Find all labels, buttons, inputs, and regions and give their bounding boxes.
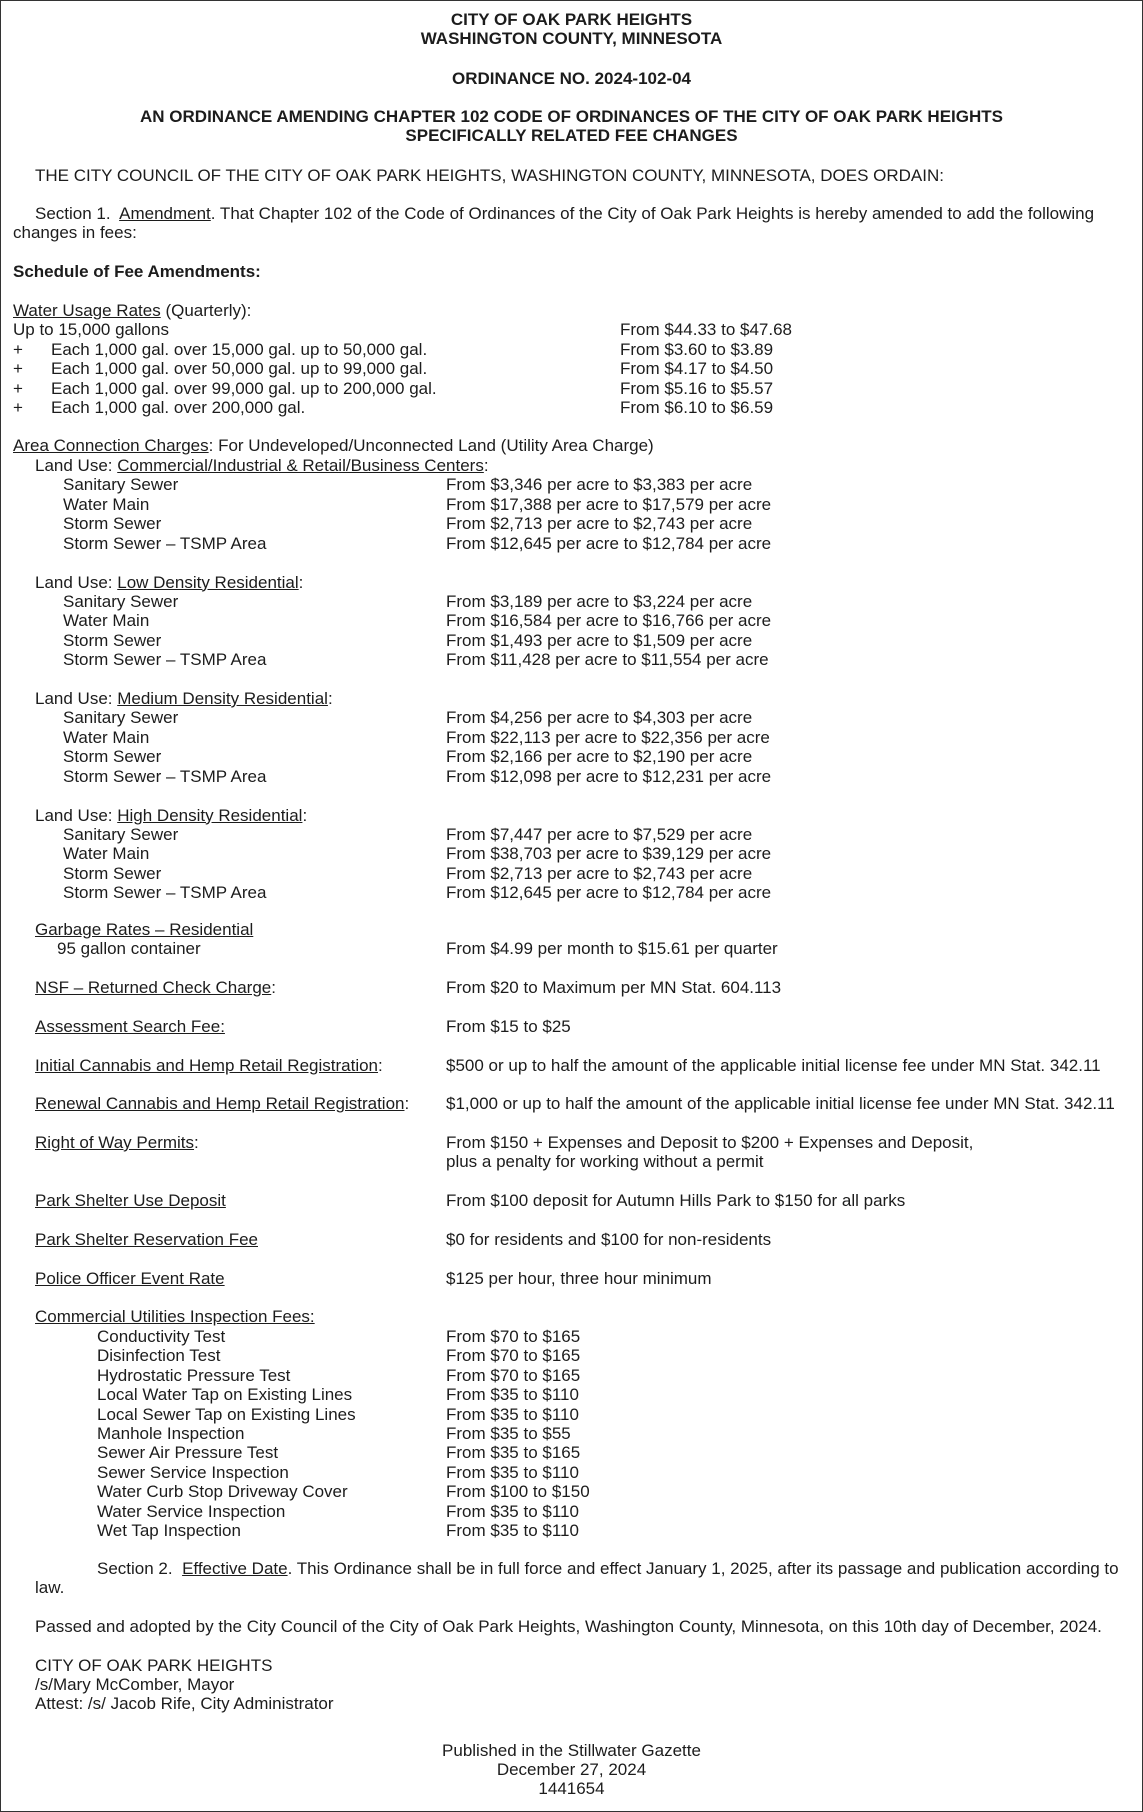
fee-label-text: Renewal Cannabis and Hemp Retail Registration <box>35 1094 405 1113</box>
area-charge-value: From $2,713 per acre to $2,743 per acre <box>446 863 753 883</box>
inspection-value: From $70 to $165 <box>446 1346 581 1366</box>
section-2-heading: Effective Date <box>182 1559 288 1578</box>
section-1-text: . That Chapter 102 of the Code of Ordinances of the City of Oak Park Heights is hereby amended to add the following changes in fees: <box>13 204 1095 243</box>
area-charge-value: From $7,447 per acre to $7,529 per acre <box>446 824 753 844</box>
preamble: THE CITY COUNCIL OF THE CITY OF OAK PARK HEIGHTS, WASHINGTON COUNTY, MINNESOTA, DOES ORDAIN: <box>35 166 944 185</box>
water-heading <box>13 301 251 320</box>
area-charge-label: Storm Sewer <box>63 747 162 767</box>
ordinance-number: ORDINANCE NO. 2024-102-04 <box>451 69 692 88</box>
signature-city: CITY OF OAK PARK HEIGHTS <box>35 1656 273 1675</box>
fee-label <box>35 1269 225 1288</box>
inspection-label: Water Service Inspection <box>97 1501 286 1521</box>
land-use-name: Commercial/Industrial & Retail/Business Centers <box>117 456 484 475</box>
land-use-prefix: Land Use: <box>35 805 118 825</box>
area-heading-suffix: : For Undeveloped/Unconnected Land (Utility Area Charge) <box>208 436 654 455</box>
water-tier-label: Each 1,000 gal. over 50,000 gal. up to 99,000 gal. <box>51 359 428 379</box>
inspection-label: Local Water Tap on Existing Lines <box>97 1385 353 1405</box>
area-charge-label: Storm Sewer – TSMP Area <box>63 533 267 553</box>
publication-id: 1441654 <box>538 1779 605 1798</box>
garbage-heading: Garbage Rates – Residential <box>35 920 254 939</box>
land-use-name: Low Density Residential <box>117 572 299 592</box>
fee-value: $125 per hour, three hour minimum <box>446 1269 712 1288</box>
fee-value-continued: plus a penalty for working without a permit <box>446 1152 764 1172</box>
area-charge-label: Storm Sewer – TSMP Area <box>63 650 267 670</box>
water-plus-sign: + <box>13 398 23 418</box>
land-use-prefix: Land Use: <box>35 689 118 708</box>
area-charge-label: Sanitary Sewer <box>63 591 179 611</box>
area-charge-value: From $22,113 per acre to $22,356 per acre <box>446 727 770 747</box>
inspection-label: Disinfection Test <box>97 1346 221 1366</box>
fee-label-text: Initial Cannabis and Hemp Retail Registration <box>35 1056 379 1075</box>
area-charge-label: Storm Sewer <box>63 630 162 650</box>
fee-label <box>35 1133 199 1152</box>
fee-value: $500 or up to half the amount of the applicable initial license fee under MN Stat. 342.11 <box>446 1056 1101 1075</box>
publication-source: Published in the Stillwater Gazette <box>442 1741 701 1760</box>
fee-value: $0 for residents and $100 for non-residents <box>446 1230 772 1249</box>
inspection-label: Water Curb Stop Driveway Cover <box>97 1482 348 1502</box>
water-tier-label: Each 1,000 gal. over 99,000 gal. up to 200,000 gal. <box>51 378 437 398</box>
area-charge-value: From $12,645 per acre to $12,784 per acre <box>446 533 772 553</box>
area-charge-label: Storm Sewer <box>63 863 162 883</box>
land-use-colon: : <box>298 572 304 592</box>
water-base-label: Up to 15,000 gallons <box>13 320 169 339</box>
area-charge-value: From $17,388 per acre to $17,579 per acre <box>446 494 772 514</box>
passed-statement: Passed and adopted by the City Council of the City of Oak Park Heights, Washington County, Minnesota, on this 10th day of December, 2024. <box>35 1617 1102 1636</box>
area-heading <box>13 436 654 455</box>
inspection-value: From $35 to $110 <box>446 1404 579 1424</box>
fee-label-suffix: : <box>404 1094 410 1113</box>
water-tier-value: From $6.10 to $6.59 <box>620 398 774 418</box>
inspection-label: Wet Tap Inspection <box>97 1521 241 1540</box>
fee-value: From $100 deposit for Autumn Hills Park to $150 for all parks <box>446 1191 906 1210</box>
area-heading-label: Area Connection Charges <box>13 436 209 455</box>
inspection-label: Hydrostatic Pressure Test <box>97 1365 291 1385</box>
garbage-label: 95 gallon container <box>57 939 201 958</box>
fee-value: From $20 to Maximum per MN Stat. 604.113 <box>446 978 782 997</box>
garbage-value: From $4.99 per month to $15.61 per quarter <box>446 939 778 958</box>
inspection-value: From $35 to $110 <box>446 1521 579 1540</box>
water-base-value: From $44.33 to $47.68 <box>620 320 793 339</box>
inspection-value: From $35 to $165 <box>446 1443 581 1463</box>
land-use-colon: : <box>327 689 333 708</box>
fee-label-text: Park Shelter Reservation Fee <box>35 1230 258 1249</box>
fee-label-text: Police Officer Event Rate <box>35 1269 225 1288</box>
land-use-prefix: Land Use: <box>35 572 118 592</box>
fee-label-text: Assessment Search Fee: <box>35 1017 225 1036</box>
water-heading-suffix: (Quarterly): <box>160 301 252 320</box>
area-charge-label: Storm Sewer – TSMP Area <box>63 883 267 903</box>
inspection-value: From $35 to $55 <box>446 1424 571 1443</box>
area-charge-value: From $16,584 per acre to $16,766 per acre <box>446 611 772 631</box>
land-use-heading <box>35 456 489 475</box>
inspection-label: Manhole Inspection <box>97 1424 245 1443</box>
inspection-label: Conductivity Test <box>97 1327 226 1346</box>
section-1-heading: Amendment <box>119 204 211 223</box>
land-use-colon: : <box>483 456 489 475</box>
area-charge-label: Water Main <box>63 494 150 514</box>
section-2-prefix: Section 2. <box>97 1559 173 1578</box>
land-use-prefix: Land Use: <box>35 456 118 475</box>
fee-label <box>35 978 276 997</box>
land-use-name: High Density Residential <box>117 805 303 825</box>
inspection-heading: Commercial Utilities Inspection Fees: <box>35 1307 315 1326</box>
area-charge-value: From $38,703 per acre to $39,129 per acre <box>446 844 772 864</box>
fee-value: From $150 + Expenses and Deposit to $200 + Expenses and Deposit, <box>446 1133 974 1152</box>
water-plus-sign: + <box>13 378 23 398</box>
area-charge-label: Water Main <box>63 727 150 747</box>
signature-attest: Attest: /s/ Jacob Rife, City Administrator <box>35 1694 334 1713</box>
area-charge-value: From $3,346 per acre to $3,383 per acre <box>446 475 753 495</box>
section-2-text: . This Ordinance shall be in full force and effect January 1, 2025, after its passage and publication according to law. <box>35 1559 1119 1598</box>
fee-label-text: NSF – Returned Check Charge <box>35 978 272 997</box>
section-1 <box>13 204 1128 243</box>
inspection-value: From $70 to $165 <box>446 1365 581 1385</box>
publication-date: December 27, 2024 <box>496 1760 647 1779</box>
area-charge-label: Storm Sewer – TSMP Area <box>63 766 267 786</box>
area-charge-label: Sanitary Sewer <box>63 708 179 728</box>
area-charge-value: From $2,166 per acre to $2,190 per acre <box>446 747 753 767</box>
fee-label-suffix: : <box>194 1133 199 1152</box>
fee-label-text: Park Shelter Use Deposit <box>35 1191 226 1210</box>
area-charge-label: Sanitary Sewer <box>63 475 179 495</box>
land-use-heading <box>35 806 307 825</box>
fee-value: $1,000 or up to half the amount of the applicable initial license fee under MN Stat. 342.11 <box>446 1094 1115 1113</box>
area-charge-value: From $12,645 per acre to $12,784 per acre <box>446 883 772 903</box>
inspection-value: From $35 to $110 <box>446 1462 579 1482</box>
water-plus-sign: + <box>13 340 23 359</box>
water-tier-value: From $5.16 to $5.57 <box>620 378 774 398</box>
land-use-name: Medium Density Residential <box>117 689 328 708</box>
water-heading-label: Water Usage Rates <box>13 301 161 320</box>
inspection-value: From $35 to $110 <box>446 1385 579 1405</box>
area-charge-label: Storm Sewer <box>63 514 162 534</box>
water-tier-value: From $4.17 to $4.50 <box>620 359 774 379</box>
water-tier-value: From $3.60 to $3.89 <box>620 340 774 359</box>
land-use-colon: : <box>302 805 308 825</box>
area-charge-value: From $1,493 per acre to $1,509 per acre <box>446 630 753 650</box>
fee-value: From $15 to $25 <box>446 1017 571 1036</box>
schedule-heading: Schedule of Fee Amendments: <box>13 262 261 281</box>
land-use-heading <box>35 573 303 592</box>
land-use-heading <box>35 689 333 708</box>
ordinance-title: AN ORDINANCE AMENDING CHAPTER 102 CODE OF ORDINANCES OF THE CITY OF OAK PARK HEIGHTS <box>140 107 1003 126</box>
city-title: CITY OF OAK PARK HEIGHTS <box>450 10 693 29</box>
water-plus-sign: + <box>13 359 23 379</box>
section-2 <box>35 1559 1122 1598</box>
area-charge-value: From $3,189 per acre to $3,224 per acre <box>446 591 753 611</box>
inspection-value: From $35 to $110 <box>446 1501 579 1521</box>
section-1-prefix: Section 1. <box>35 204 111 223</box>
area-charge-label: Water Main <box>63 611 150 631</box>
signature-mayor: /s/Mary McComber, Mayor <box>35 1675 235 1694</box>
ordinance-subtitle: SPECIFICALLY RELATED FEE CHANGES <box>405 126 738 145</box>
inspection-value: From $70 to $165 <box>446 1327 581 1346</box>
fee-label <box>35 1056 383 1075</box>
fee-label <box>35 1017 225 1036</box>
county-title: WASHINGTON COUNTY, MINNESOTA <box>420 29 723 48</box>
fee-label-text: Right of Way Permits <box>35 1133 195 1152</box>
inspection-label: Sewer Air Pressure Test <box>97 1443 279 1463</box>
area-charge-value: From $4,256 per acre to $4,303 per acre <box>446 708 753 728</box>
fee-label <box>35 1094 409 1113</box>
water-tier-label: Each 1,000 gal. over 200,000 gal. <box>51 398 306 418</box>
fee-label-suffix: : <box>378 1056 383 1075</box>
fee-label <box>35 1191 226 1210</box>
inspection-label: Sewer Service Inspection <box>97 1462 289 1482</box>
area-charge-label: Water Main <box>63 844 150 864</box>
area-charge-value: From $11,428 per acre to $11,554 per acre <box>446 650 769 670</box>
water-tier-label: Each 1,000 gal. over 15,000 gal. up to 50,000 gal. <box>51 340 428 359</box>
inspection-value: From $100 to $150 <box>446 1482 590 1502</box>
area-charge-value: From $12,098 per acre to $12,231 per acre <box>446 766 772 786</box>
area-charge-value: From $2,713 per acre to $2,743 per acre <box>446 514 753 534</box>
inspection-label: Local Sewer Tap on Existing Lines <box>97 1404 356 1424</box>
fee-label <box>35 1230 258 1249</box>
fee-label-suffix: : <box>271 978 276 997</box>
area-charge-label: Sanitary Sewer <box>63 824 179 844</box>
